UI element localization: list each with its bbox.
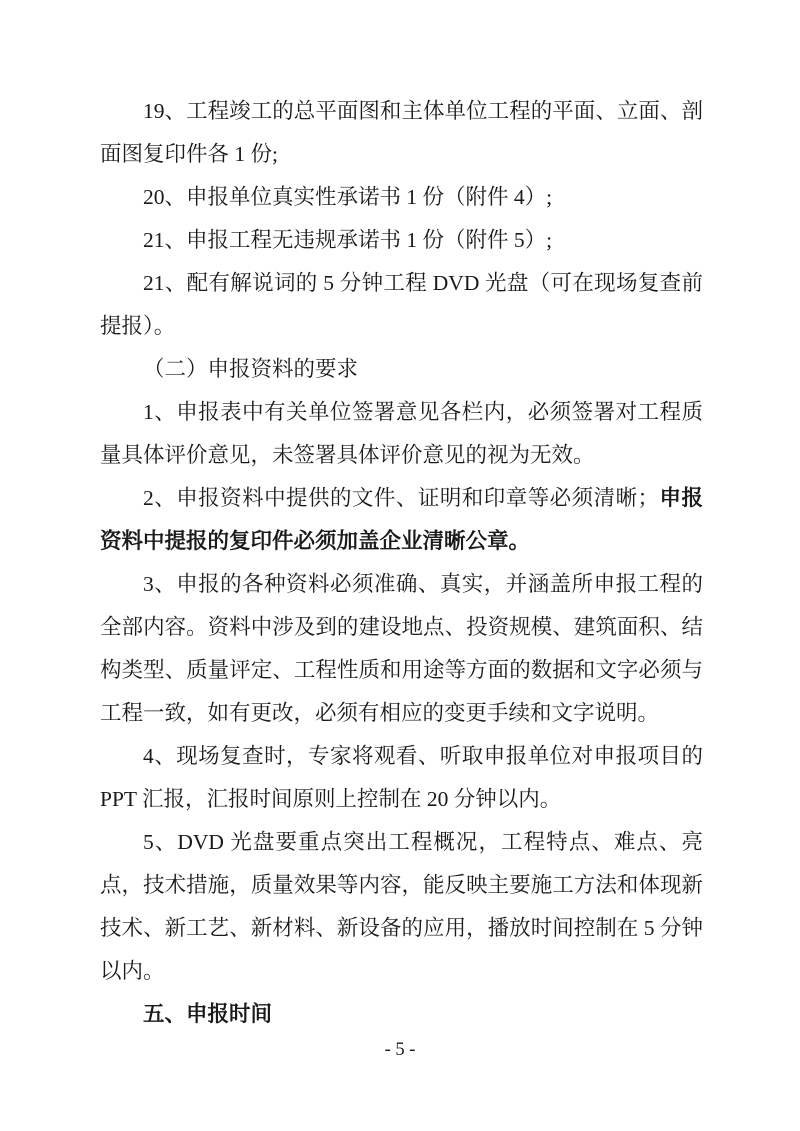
text-run: （二）申报资料的要求	[143, 357, 359, 381]
page-number: - 5 -	[384, 1040, 416, 1060]
text-run: 20、申报单位真实性承诺书 1 份（附件 4）;	[143, 185, 553, 209]
list-item-21b	[100, 262, 703, 348]
requirement-item-2	[100, 477, 703, 563]
text-run: 4、现场复查时，专家将观看、听取申报单位对申报项目的 PPT 汇报，汇报时间原则上控制在 20 分钟以内。	[100, 744, 703, 811]
text-run: 5、DVD 光盘要重点突出工程概况，工程特点、难点、亮点，技术措施，质量效果等内容，能反映主要施工方法和体现新技术、新工艺、新材料、新设备的应用，播放时间控制在 5 分钟以内。	[100, 830, 703, 983]
requirement-item-1	[100, 391, 703, 477]
requirement-item-5	[100, 821, 703, 993]
section-heading-time	[100, 993, 703, 1036]
requirement-item-4	[100, 735, 703, 821]
section-heading-requirements	[100, 348, 703, 391]
text-run: 2、申报资料中提供的文件、证明和印章等必须清晰；	[143, 486, 660, 510]
emphasized-text-run: 申报资料中提报的复印件必须加盖企业清晰公章。	[100, 486, 703, 553]
text-run: 21、申报工程无违规承诺书 1 份（附件 5）;	[143, 228, 553, 252]
text-run: 1、申报表中有关单位签署意见各栏内，必须签署对工程质量具体评价意见，未签署具体评价意见的视为无效。	[100, 400, 703, 467]
list-item-21a	[100, 219, 703, 262]
document-body	[100, 90, 703, 1036]
text-run: 3、申报的各种资料必须准确、真实，并涵盖所申报工程的全部内容。资料中涉及到的建设地点、投资规模、建筑面积、结构类型、质量评定、工程性质和用途等方面的数据和文字必须与工程一致，如有更改，必须有相应的变更手续和文字说明。	[100, 572, 703, 725]
list-item-19	[100, 90, 703, 176]
requirement-item-3	[100, 563, 703, 735]
text-run: 五、申报时间	[143, 1002, 273, 1026]
text-run: 21、配有解说词的 5 分钟工程 DVD 光盘（可在现场复查前提报）。	[100, 271, 703, 338]
list-item-20	[100, 176, 703, 219]
text-run: 19、工程竣工的总平面图和主体单位工程的平面、立面、剖面图复印件各 1 份;	[100, 99, 703, 166]
